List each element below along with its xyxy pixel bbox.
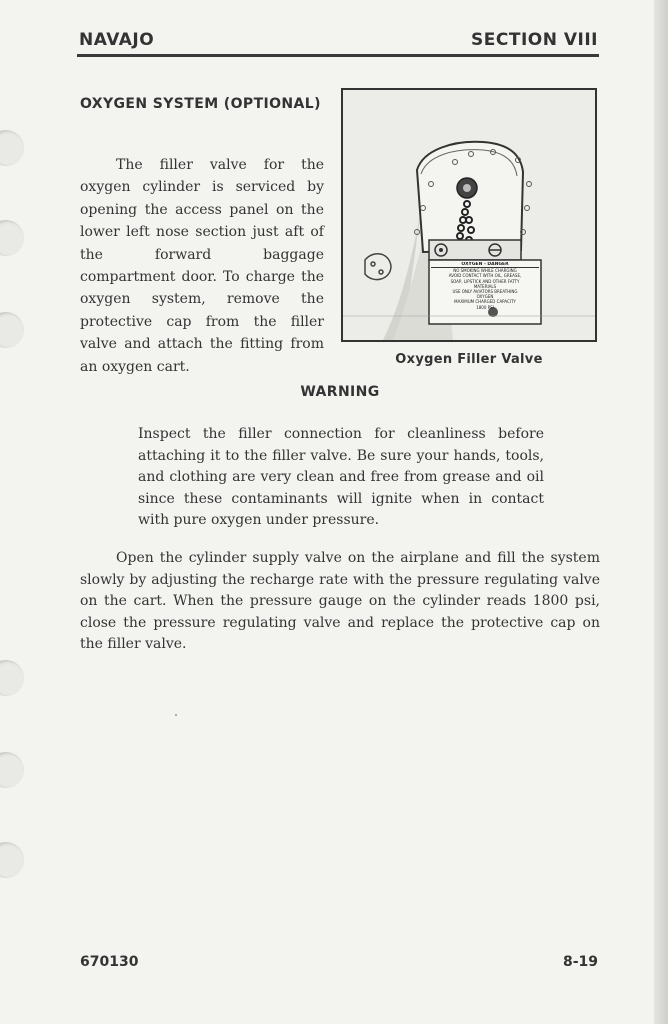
placard-line: USE ONLY AVIATORS BREATHING bbox=[452, 289, 518, 295]
header-rule bbox=[77, 54, 599, 57]
binder-hole bbox=[0, 312, 24, 348]
binder-hole bbox=[0, 752, 24, 788]
binder-hole bbox=[0, 220, 24, 256]
warning-heading: WARNING bbox=[300, 384, 380, 400]
placard-line: SOAP, LIPSTICK AND OTHER FATTY bbox=[450, 278, 520, 284]
placard-line: MAXIMUM CHARGED CAPACITY bbox=[454, 299, 516, 305]
footer-page-number: 8-19 bbox=[562, 954, 598, 970]
panel-latch-icon bbox=[365, 254, 391, 280]
header-section: SECTION VIII bbox=[471, 30, 598, 50]
placard-line: 1800 PSI bbox=[476, 304, 494, 310]
binder-hole bbox=[0, 842, 24, 878]
intro-paragraph: The filler valve for the oxygen cylinder is serviced by opening the access panel on the lower left nose section just aft of the forward baggage compartment door. To charge the oxygen system, remove the protective cap from the filler valve and attach the fitting from an oxygen cart. bbox=[80, 157, 324, 375]
section-title: OXYGEN SYSTEM (OPTIONAL) bbox=[80, 96, 321, 112]
placard-line: MATERIALS bbox=[473, 283, 497, 289]
placard-line: NO SMOKING WHILE CHARGING bbox=[453, 268, 517, 274]
placard-line: OXYGEN bbox=[476, 294, 494, 300]
procedure-paragraph: Open the cylinder supply valve on the airplane and fill the system slowly by adjusting the recharge rate with the pressure regulating valve on the cart. When the pressure gauge on the cylinder reads 1800 psi, close the pressure regulating valve and replace the protective cap on the filler valve. bbox=[80, 550, 600, 652]
figure-caption: Oxygen Filler Valve bbox=[395, 352, 543, 367]
page-edge bbox=[654, 0, 668, 1024]
footer-date-code: 670130 bbox=[80, 954, 139, 970]
header-model: NAVAJO bbox=[79, 30, 155, 50]
placard-title: OXYGEN - DANGER bbox=[431, 262, 539, 268]
page-speck bbox=[175, 714, 177, 716]
binder-hole bbox=[0, 130, 24, 166]
binder-hole bbox=[0, 660, 24, 696]
oxygen-placard bbox=[431, 262, 539, 322]
warning-text: Inspect the filler connection for cleanliness before attaching it to the filler valve. Be sure your hands, tools, and clothing are very clean and free from grease and oil since these contaminants will ignite when in contact with pure oxygen under pressure. bbox=[138, 426, 544, 528]
oxygen-filler-valve-figure bbox=[341, 88, 597, 342]
placard-line: AVOID CONTACT WITH OIL, GREASE, bbox=[448, 273, 522, 279]
